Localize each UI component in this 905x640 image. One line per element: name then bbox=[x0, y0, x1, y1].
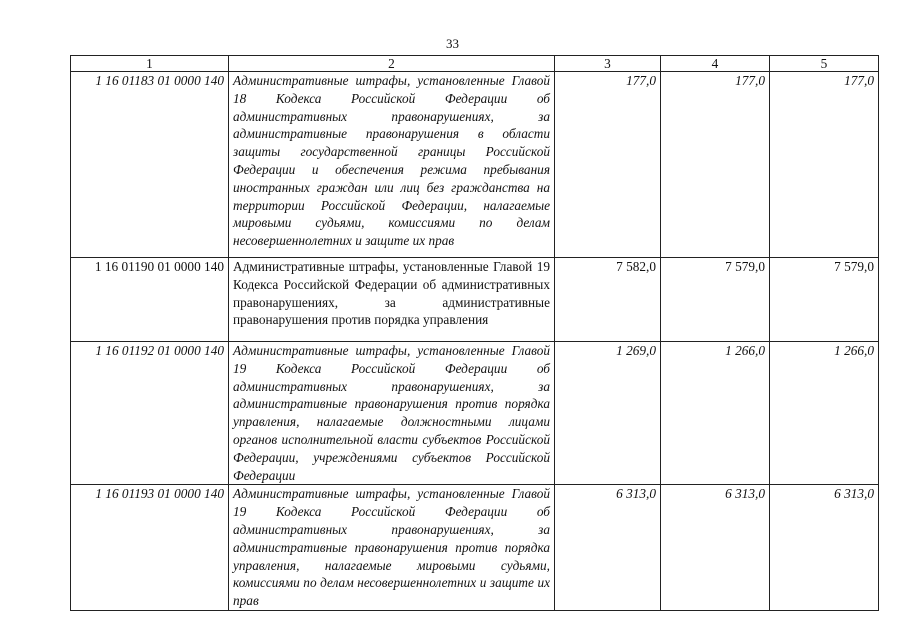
row-value-col3: 7 582,0 bbox=[555, 258, 661, 342]
row-value-col4: 177,0 bbox=[661, 72, 770, 258]
row-value-col5: 6 313,0 bbox=[770, 485, 879, 611]
row-code: 1 16 01190 01 0000 140 bbox=[71, 258, 229, 342]
row-description: Административные штрафы, установленные Главой 18 Кодекса Российской Федерации об административных правонарушениях, за административные правонарушения в области защиты государственной границы Российской Федерации и обеспечения режима пребывания иностранных граждан или лиц без гражданства на территории Российской Федерации, налагаемые мировыми судьями, комиссиями по делам несовершеннолетних и защите их прав bbox=[229, 72, 555, 258]
row-value-col3: 6 313,0 bbox=[555, 485, 661, 611]
table-row bbox=[71, 342, 879, 485]
row-code: 1 16 01192 01 0000 140 bbox=[71, 342, 229, 485]
row-value-col3: 1 269,0 bbox=[555, 342, 661, 485]
row-code: 1 16 01193 01 0000 140 bbox=[71, 485, 229, 611]
row-value-col4: 7 579,0 bbox=[661, 258, 770, 342]
budget-table bbox=[70, 55, 879, 611]
column-header-5: 5 bbox=[770, 56, 879, 72]
table-row bbox=[71, 485, 879, 611]
row-value-col5: 1 266,0 bbox=[770, 342, 879, 485]
header-row bbox=[71, 56, 879, 72]
table-row bbox=[71, 72, 879, 258]
column-header-4: 4 bbox=[661, 56, 770, 72]
row-value-col4: 1 266,0 bbox=[661, 342, 770, 485]
row-description: Административные штрафы, установленные Главой 19 Кодекса Российской Федерации об административных правонарушениях, за административные правонарушения против порядка управления, налагаемые мировыми судьями, комиссиями по делам несовершеннолетних и защите их прав bbox=[229, 485, 555, 611]
row-value-col3: 177,0 bbox=[555, 72, 661, 258]
column-header-2: 2 bbox=[229, 56, 555, 72]
column-header-1: 1 bbox=[71, 56, 229, 72]
row-description: Административные штрафы, установленные Главой 19 Кодекса Российской Федерации об административных правонарушениях, за административные правонарушения против порядка управления bbox=[229, 258, 555, 342]
page-number: 33 bbox=[446, 36, 459, 51]
row-value-col5: 177,0 bbox=[770, 72, 879, 258]
row-value-col4: 6 313,0 bbox=[661, 485, 770, 611]
row-code: 1 16 01183 01 0000 140 bbox=[71, 72, 229, 258]
table-row bbox=[71, 258, 879, 342]
row-description: Административные штрафы, установленные Главой 19 Кодекса Российской Федерации об административных правонарушениях, за административные правонарушения против порядка управления, налагаемые должностными лицами органов исполнительной власти субъектов Российской Федерации, учреждениями субъектов Российской Федерации bbox=[229, 342, 555, 485]
row-value-col5: 7 579,0 bbox=[770, 258, 879, 342]
column-header-3: 3 bbox=[555, 56, 661, 72]
